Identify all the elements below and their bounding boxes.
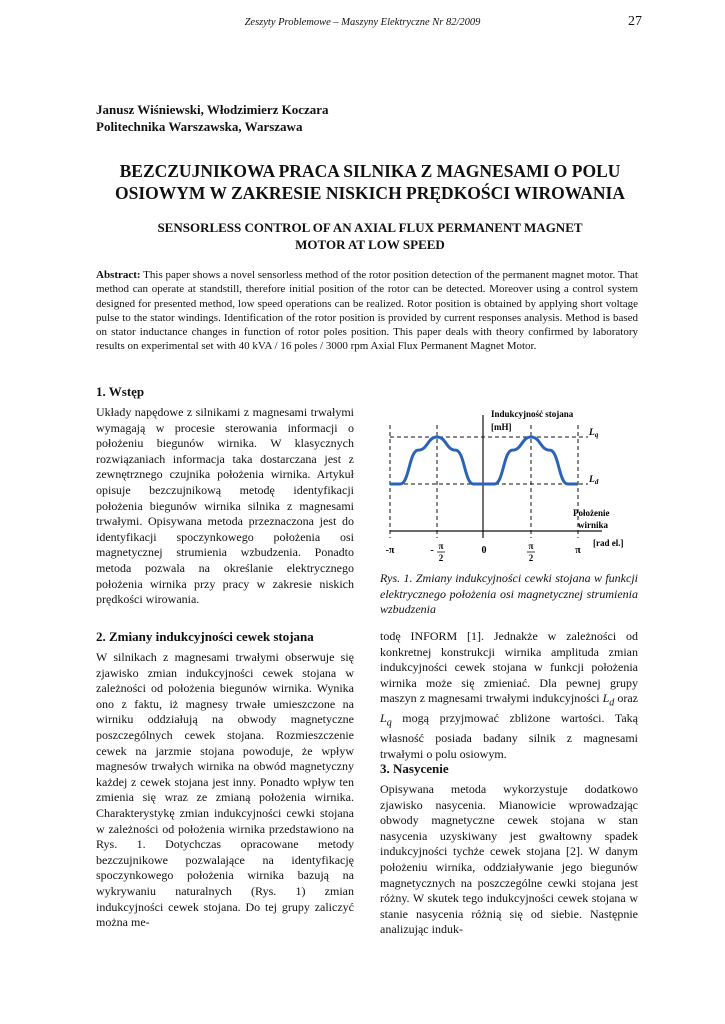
x-label-line1: Położenie — [573, 508, 610, 518]
x-tick-label: π — [575, 545, 581, 556]
title-en-line2: MOTOR AT LOW SPEED — [295, 237, 445, 252]
ld-subscript: d — [594, 478, 599, 486]
lq-letter: L — [589, 428, 595, 438]
abstract — [96, 268, 638, 354]
section-1-heading: 1. Wstęp — [96, 384, 145, 399]
section-2-text: W silnikach z magnesami trwałymi obserwuje się zjawisko zmian indukcyjności cewek stojana w zależności od położenia biegunów wirnika. Wynika ono z faktu, iż magnesy trwałe umieszczone na wirniku oddziałują na obwody magnetyczne poszczególnych cewek stojana. Rozmieszczenie cewek na jarzmie stojana powoduje, że wpływ magnesów trwałych wirnika na obwód magnetyczny każdej z cewek stojana jest inny. Ponadto wpływ ten zmienia się wraz ze zmianą położenia wirnika. Charakterystykę zmian indukcyjności cewki stojana w zależności od położenia wirnika przedstawiono na Rys. 1. Dotychczas opracowane metody bezczujnikowe pozwalające na identyfikację spoczynkowego położenia wirnika bazują na wykrywaniu naturalnych (Rys. 1) zmian indukcyjności cewek stojana. Do tej grupy zaliczyć można me- — [96, 650, 354, 930]
x-tick-label: 0 — [481, 545, 487, 556]
lq-symbol-letter: L — [380, 711, 387, 726]
x-unit-label: [rad el.] — [593, 538, 624, 548]
ld-symbol-letter: L — [602, 691, 610, 706]
section-2-body — [96, 650, 354, 931]
inductance-curve — [390, 437, 578, 484]
paper-title-english — [60, 219, 680, 253]
ld-symbol-sub: d — [609, 697, 615, 709]
section-1-text: Układy napędowe z silnikami z magnesami trwałymi wymagają w procesie sterowania informacji o położeniu biegunów wirnika. W klasycznych rozwiązaniach informacja taka dostarczana jest z zewnętrznego czujnika położenia wirnika. Artykuł opisuje bezczujnikową metodę identyfikacji położenia biegunów wirnika silnika z magnesami trwałymi. Opisywana metoda przeznaczona jest do identyfikacji spoczynkowego położenia osi magnetycznej strumienia wzbudzenia. Ponadto metoda pozwala na określanie elektrycznego położenia wirnika przy pracy w zakresie niskich prędkości wirowania. — [96, 405, 354, 607]
section-2-continuation — [380, 629, 638, 763]
journal-header: Zeszyty Problemowe – Maszyny Elektryczne Nr 82/2009 — [244, 17, 481, 28]
figure-caption: Rys. 1. Zmiany indukcyjności cewki stojana w funkcji elektrycznego położenia osi magnetycznej strumienia wzbudzenia — [380, 571, 638, 617]
lq-label — [588, 428, 599, 439]
y-label-line2: [mH] — [491, 422, 512, 432]
section-3-text: Opisywana metoda wykorzystuje dodatkowo zjawisko nasycenia. Mianowicie wprowadzając obwody magnetyczne cewek stojana w stan nasycenia uzyskiwany jest gwałtowny spadek indukcyjności tychże cewek stojana [2]. W danym położeniu wirnika, oddziaływanie jego biegunów magnetycznych na poszczególne cewki stojana jest różny. W skutek tego indukcyjności cewek stojana w stanie nasycenia różnią się od siebie. Następnie analizując induk- — [380, 782, 638, 937]
x-tick-numerator: π — [528, 541, 534, 551]
page-number: 27 — [628, 14, 642, 29]
ld-label — [588, 475, 599, 486]
section-2-cont-mid: oraz — [614, 691, 638, 706]
lq-symbol-sub: q — [386, 717, 392, 729]
author-names: Janusz Wiśniewski, Włodzimierz Koczara — [96, 102, 329, 117]
title-en-line1: SENSORLESS CONTROL OF AN AXIAL FLUX PERMANENT MAGNET — [157, 220, 583, 235]
x-tick-numerator: π — [438, 541, 444, 551]
x-tick-label: -π — [385, 545, 395, 556]
title-pl-line1: BEZCZUJNIKOWA PRACA SILNIKA Z MAGNESAMI O POLU — [119, 161, 621, 181]
abstract-text: This paper shows a novel sensorless method of the rotor position detection of the permanent magnet motor. That method can operate at standstill, therefore initial position of the rotor can be detected. Moreover using a control system designed for presented method, low speed operations can be realized. Rotor position is obtained by applying short voltage pulse to the stator windings. Identification of the rotor position is provided by current responses analysis. Method is based on stator inductance changes in function of rotor poles position. This paper deals with theory confirmed by laboratory results on experimental set with 40 kVA / 16 poles / 3000 rpm Axial Flux Permanent Magnet Motor. — [96, 269, 638, 353]
section-2-cont-after: mogą przyjmować zbliżone wartości. Taką własność posiada badany silnik z magnesami trwałymi o polu osiowym. — [380, 711, 638, 761]
section-3-heading: 3. Nasycenie — [380, 761, 449, 776]
x-label-line2: wirnika — [578, 520, 609, 530]
abstract-label: Abstract: — [96, 269, 141, 281]
x-tick-sign: - — [430, 545, 434, 556]
y-label-line1: Indukcyjność stojana — [491, 409, 574, 419]
title-pl-line2: OSIOWYM W ZAKRESIE NISKICH PRĘDKOŚCI WIROWANIA — [114, 183, 626, 203]
lq-subscript: q — [594, 431, 599, 439]
section-1-body — [96, 405, 354, 608]
author-affiliation: Politechnika Warszawska, Warszawa — [96, 119, 303, 134]
inductance-chart — [380, 405, 638, 570]
section-2-continued-text — [380, 629, 638, 763]
section-3-body — [380, 782, 638, 938]
section-2-heading: 2. Zmiany indukcyjności cewek stojana — [96, 629, 314, 644]
paper-title-polish — [60, 160, 680, 204]
x-tick-denominator: 2 — [438, 553, 444, 563]
section-2-cont-before: todę INFORM [1]. Jednakże w zależności od konkretnej konstrukcji wirnika amplituda zmian indukcyjności cewek stojana w funkcji położenia wirnika może się zmieniać. Dla pewnej grupy maszyn z magnesami trwałymi indukcyjności — [380, 629, 638, 706]
ld-symbol — [602, 691, 615, 709]
author-block — [96, 101, 329, 135]
ld-letter: L — [589, 475, 595, 485]
x-tick-denominator: 2 — [528, 553, 534, 563]
lq-symbol — [380, 711, 392, 729]
